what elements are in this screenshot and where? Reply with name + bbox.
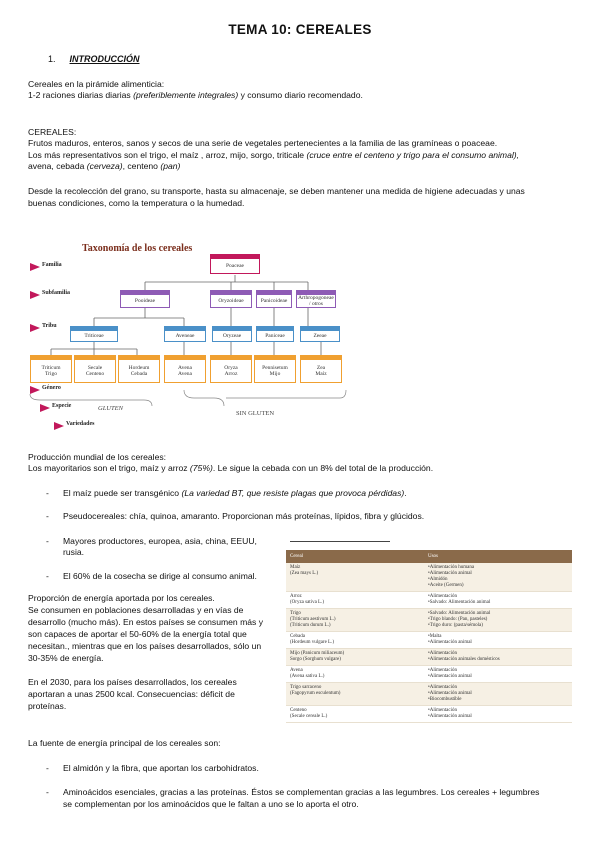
- cell-line: •Alimentación animal: [428, 640, 472, 645]
- node-genus: [210, 355, 252, 383]
- bullet-dash: -: [46, 571, 49, 581]
- table-cell: [424, 632, 572, 649]
- text-span: avena, cebada: [28, 161, 87, 171]
- bullet-dash: -: [46, 787, 49, 797]
- text-span: (cruce entre el centeno y trigo para el consumo animal),: [306, 150, 520, 160]
- text-span: y consumo diario recomendado.: [238, 90, 363, 100]
- sin-gluten-label: SIN GLUTEN: [236, 410, 275, 417]
- genus-common: Avena: [178, 371, 192, 377]
- cereales-line3: [28, 161, 180, 172]
- divider: [290, 541, 390, 542]
- cell-line: •Alimentación animal: [428, 674, 472, 679]
- cell-line: Avena: [290, 668, 303, 673]
- cell-line: Mijo (Panicum miliaceum): [290, 651, 345, 656]
- bullet-dash: -: [46, 536, 49, 546]
- genus-latin: Secale: [87, 364, 103, 371]
- table-header-cell: Cereal: [286, 550, 424, 563]
- cell-line: •Salvado: Alimentación animal: [428, 600, 491, 605]
- cell-line: Maíz: [290, 565, 301, 570]
- energia-line: Se consumen en poblaciones desarrolladas y en vías de: [28, 605, 244, 615]
- cell-line: •Alimentación: [428, 594, 457, 599]
- table-cell: [424, 592, 572, 609]
- genus-common: Mijo: [269, 371, 281, 377]
- higiene-line1: Desde la recolección del grano, su transporte, hasta su almacenaje, se deben mantener una medida de higiene adecuadas y unas: [28, 186, 525, 196]
- node-tribe: Paniceae: [256, 326, 294, 342]
- table-cell: [286, 609, 424, 632]
- text-span: . Le sigue la cebada con un 8% del total de la producción.: [212, 463, 434, 473]
- node-tribe: Oryzeae: [212, 326, 252, 342]
- genus-latin: Hordeum: [128, 364, 150, 371]
- bullet-text: Mayores productores, europea, asia, china, EEUU,: [63, 536, 257, 546]
- cell-line: (Avena sativa L.): [290, 674, 325, 679]
- bullet-dash: -: [46, 511, 49, 521]
- node-genus: [300, 355, 342, 383]
- cereal-uses-table: [286, 550, 572, 723]
- node-family: Poaceae: [210, 254, 260, 274]
- genus-latin: Oryza: [224, 364, 238, 371]
- genus-latin: Zea: [316, 364, 326, 371]
- diagram-title: Taxonomía de los cereales: [82, 243, 193, 254]
- bullet-text: rusia.: [63, 547, 85, 557]
- node-genus: [164, 355, 206, 383]
- futuro-line: proteínas.: [28, 701, 67, 711]
- bullet-text: El 60% de la cosecha se dirige al consumo animal.: [63, 571, 257, 581]
- genus-common: Arroz: [224, 371, 238, 377]
- cereales-heading: CEREALES:: [28, 127, 77, 137]
- text-span: (pan): [160, 161, 181, 171]
- genus-latin: Avena: [178, 364, 192, 371]
- node-subfamily: Arthropogoneae / otros: [296, 290, 336, 308]
- arrow-icon: [40, 404, 50, 412]
- text-span: (La variedad BT, que resiste plagas que provoca pérdidas): [181, 488, 405, 498]
- bullet-text: El almidón y la fibra, que aportan los carbohidratos.: [63, 763, 259, 773]
- gluten-label: GLUTEN: [98, 405, 123, 412]
- cell-line: •Aceite (Germen): [428, 583, 464, 588]
- cell-line: •Almidón: [428, 577, 448, 582]
- bullet-dash: -: [46, 763, 49, 773]
- cell-line: •Alimentación animal: [428, 714, 472, 719]
- piramide-text: [28, 90, 363, 101]
- cell-line: •Trigo duro: (pasta/sémola): [428, 623, 483, 628]
- taxonomy-diagram: [24, 238, 354, 438]
- fuente-heading: La fuente de energía principal de los cereales son:: [28, 738, 221, 748]
- arrow-icon: [30, 386, 40, 394]
- cell-line: (Triticum aestivum L.): [290, 617, 336, 622]
- bullet-text: Aminoácidos esenciales, gracias a las proteínas. Éstos se complementan gracias a las legumbres. Los cereales + legumbres: [63, 787, 540, 797]
- text-span: .: [404, 488, 407, 498]
- cell-line: Cebada: [290, 634, 305, 639]
- node-tribe: Aveneae: [164, 326, 206, 342]
- cell-line: Sorgo (Sorghum vulgare): [290, 657, 341, 662]
- cell-line: •Alimentación animal: [428, 691, 472, 696]
- table-cell: [286, 632, 424, 649]
- produccion-heading: Producción mundial de los cereales:: [28, 452, 167, 462]
- energia-heading: Proporción de energía aportada por los cereales.: [28, 593, 215, 603]
- table-cell: [424, 683, 572, 706]
- cell-line: •Alimentación humana: [428, 565, 475, 570]
- table-row: [286, 706, 572, 723]
- produccion-text: [28, 463, 433, 474]
- bullet-dash: -: [46, 488, 49, 498]
- arrow-icon: [30, 263, 40, 271]
- cell-line: •Trigo blando: (Pan, pasteles): [428, 617, 488, 622]
- table-row: [286, 632, 572, 649]
- energia-line: necesitan., mientras que en los países desarrollados, sólo un: [28, 641, 262, 651]
- node-subfamily: Oryzoideae: [210, 290, 252, 308]
- cell-line: •Alimentación: [428, 685, 457, 690]
- cell-line: (Fagopyrum esculentum): [290, 691, 341, 696]
- cell-line: (Zea mays L.): [290, 571, 319, 576]
- energia-line: desarrollo (mucho más). En estos países se consumen más y: [28, 617, 263, 627]
- cell-line: •Malta: [428, 634, 442, 639]
- cell-line: (Oryza sativa L.): [290, 600, 325, 605]
- node-tribe: Zeeae: [300, 326, 340, 342]
- bullet-text: se complementan por los aminoácidos que le faltan a uno se lo aporta el otro.: [63, 799, 359, 809]
- table-cell: [286, 592, 424, 609]
- cell-line: •Biocombustible: [428, 697, 462, 702]
- futuro-line: aportaran a unas 2500 kcal. Consecuencias: déficit de: [28, 689, 235, 699]
- table-cell: [424, 706, 572, 723]
- node-subfamily: Pooideae: [120, 290, 170, 308]
- table-cell: [286, 649, 424, 666]
- text-span: Los mayoritarios son el trigo, maíz y arroz: [28, 463, 190, 473]
- section-number: 1.: [48, 54, 56, 64]
- table-row: [286, 609, 572, 632]
- energia-line: son capaces de aportar el 50-60% de la energía total que: [28, 629, 247, 639]
- level-genero: Género: [42, 385, 61, 391]
- table-row: [286, 592, 572, 609]
- table-cell: [424, 563, 572, 592]
- energia-line: 30-35% de energía.: [28, 653, 104, 663]
- bullet-text: [63, 488, 407, 499]
- table-cell: [286, 683, 424, 706]
- cell-line: Trigo sarraceno: [290, 685, 322, 690]
- table-cell: [286, 563, 424, 592]
- page-title: TEMA 10: CEREALES: [228, 22, 372, 37]
- table-header-cell: Usos: [424, 550, 572, 563]
- node-genus: [118, 355, 160, 383]
- cell-line: •Salvado: Alimentación animal: [428, 611, 491, 616]
- cell-line: Centeno: [290, 708, 307, 713]
- arrow-icon: [54, 422, 64, 430]
- cell-line: (Triticum durum L.): [290, 623, 331, 628]
- node-genus: [254, 355, 296, 383]
- arrow-icon: [30, 324, 40, 332]
- cell-line: Arroz: [290, 594, 302, 599]
- text-span: (75%): [189, 463, 213, 473]
- text-span: (cerveza): [86, 161, 123, 171]
- genus-latin: Triticum: [41, 364, 61, 371]
- node-genus: [74, 355, 116, 383]
- section-label: INTRODUCCIÓN: [69, 54, 140, 64]
- table-cell: [286, 706, 424, 723]
- table-cell: [424, 609, 572, 632]
- table-cell: [424, 649, 572, 666]
- text-span: Los más representativos son el trigo, el maíz , arroz, mijo, sorgo, triticale: [28, 150, 307, 160]
- level-familia: Familia: [42, 262, 62, 268]
- cell-line: •Alimentación animales domésticos: [428, 657, 500, 662]
- text-span: 1-2 raciones diarias diarias: [28, 90, 134, 100]
- genus-common: Centeno: [85, 371, 105, 377]
- cell-line: (Secale cereale L.): [290, 714, 328, 719]
- genus-common: Maíz: [315, 371, 327, 377]
- cereales-line1: Frutos maduros, enteros, sanos y secos de una serie de vegetales pertenecientes a la familia de las gramíneas o poaceae.: [28, 138, 498, 148]
- genus-latin: Pennisetum: [262, 364, 288, 371]
- text-span: , centeno: [122, 161, 161, 171]
- arrow-icon: [30, 291, 40, 299]
- table-row: [286, 683, 572, 706]
- node-tribe: Triticeae: [70, 326, 118, 342]
- node-subfamily: Panicoideae: [256, 290, 292, 308]
- table-row: [286, 563, 572, 592]
- cereales-line2: [28, 150, 519, 161]
- cell-line: Trigo: [290, 611, 301, 616]
- level-especie: Especie: [52, 403, 72, 409]
- bullet-text: Pseudocereales: chía, quinoa, amaranto. Proporcionan más proteínas, lípidos, fibra y glúcidos.: [63, 511, 425, 521]
- level-tribu: Tribu: [42, 323, 57, 329]
- genus-common: Trigo: [44, 371, 58, 377]
- genus-common: Cebada: [130, 371, 148, 377]
- piramide-heading: Cereales en la pirámide alimenticia:: [28, 79, 165, 89]
- text-span: (preferiblemente integrales): [133, 90, 239, 100]
- table-row: [286, 666, 572, 683]
- cell-line: •Alimentación: [428, 708, 457, 713]
- futuro-line: En el 2030, para los países desarrollados, los cereales: [28, 677, 237, 687]
- cell-line: •Alimentación animal: [428, 571, 472, 576]
- cell-line: •Alimentación: [428, 651, 457, 656]
- level-variedades: Variedades: [66, 421, 95, 427]
- table-cell: [286, 666, 424, 683]
- text-span: El maíz puede ser transgénico: [63, 488, 182, 498]
- node-genus: [30, 355, 72, 383]
- section-heading: [48, 54, 140, 64]
- cell-line: •Alimentación: [428, 668, 457, 673]
- table-cell: [424, 666, 572, 683]
- higiene-line2: buenas condiciones, como la temperatura o la humedad.: [28, 198, 245, 208]
- table-header-row: [286, 550, 572, 563]
- cell-line: (Hordeum vulgare L.): [290, 640, 335, 645]
- level-subfamilia: Subfamilia: [42, 290, 71, 296]
- table-row: [286, 649, 572, 666]
